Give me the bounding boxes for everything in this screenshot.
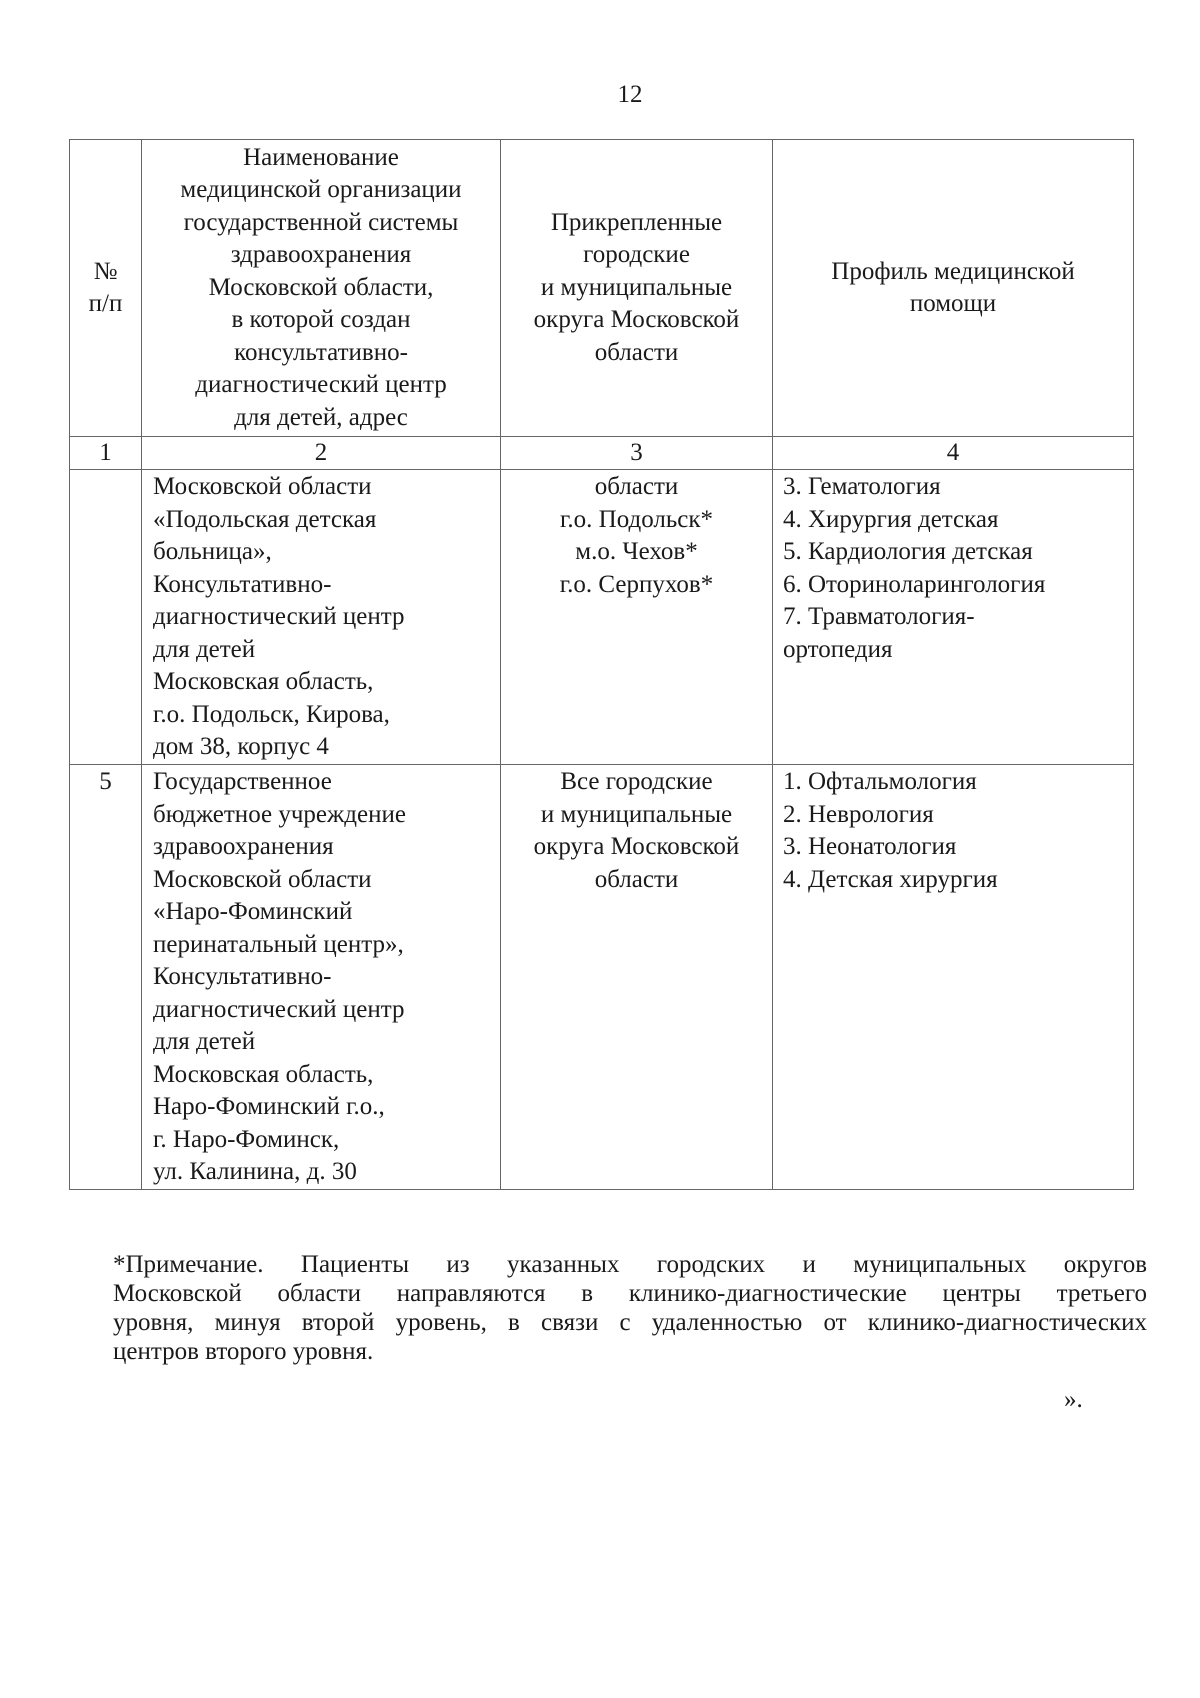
text-line: дом 38, корпус 4	[153, 733, 329, 760]
text-line: перинатальный центр»,	[153, 930, 404, 958]
text-line: области	[594, 473, 679, 500]
text-line: 7. Травматология-	[783, 603, 975, 630]
profile-cell	[773, 765, 1134, 1190]
footnote	[113, 1250, 1147, 1366]
districts-cell	[501, 470, 773, 765]
text-line: помощи	[909, 290, 997, 317]
text-line: области	[594, 865, 679, 893]
text-line: округа Московской	[533, 833, 740, 860]
text-line: г. Наро-Фоминск,	[153, 1125, 340, 1153]
text-line: области	[594, 338, 679, 366]
text-line: медицинской организации	[180, 176, 462, 204]
text-line: городские	[583, 241, 690, 269]
text-line: Консультативно-	[153, 963, 332, 990]
text-line: Московской области,	[208, 273, 434, 301]
text-line: г.о. Подольск*	[559, 505, 714, 533]
profile-cell	[773, 470, 1134, 765]
header-organization	[142, 140, 501, 437]
text-line: уровня, минуя второй уровень, в связи с удаленностью от клинико-диагностических	[113, 1309, 1147, 1336]
text-line: 6. Оториноларингология	[783, 570, 1046, 598]
text-line: округа Московской	[533, 306, 740, 334]
text-line: г.о. Серпухов*	[559, 570, 714, 598]
text-line: 4. Детская хирургия	[783, 865, 998, 893]
text-line: Наименование	[243, 143, 399, 171]
text-line: ортопедия	[783, 635, 893, 663]
text-line: Московской области	[153, 865, 372, 893]
table-row	[70, 470, 1134, 765]
text-line: здравоохранения	[230, 241, 412, 269]
text-line: 3. Гематология	[783, 473, 941, 500]
text-line: диагностический центр	[153, 995, 405, 1023]
header-districts	[501, 140, 773, 437]
column-number-4: 4	[773, 437, 1134, 470]
text-line: 3. Неонатология	[783, 833, 957, 860]
text-line: Московская область,	[153, 668, 374, 695]
text-line: 2. Неврология	[783, 800, 934, 828]
text-line: Профиль медицинской	[831, 257, 1075, 285]
text-line: м.о. Чехов*	[575, 538, 698, 565]
text-line: 1. Офтальмология	[783, 768, 977, 795]
text-line: п/п	[88, 290, 123, 317]
text-line: №	[93, 257, 118, 285]
text-line: Консультативно-	[153, 570, 332, 598]
text-line: Прикрепленные	[550, 208, 723, 236]
text-line: для детей	[153, 635, 256, 663]
text-line: центров второго уровня.	[113, 1338, 374, 1365]
closing-quote: ».	[1064, 1386, 1083, 1413]
column-number-2: 2	[142, 437, 501, 470]
text-line: *Примечание. Пациенты из указанных городских и муниципальных округов	[113, 1251, 1147, 1278]
text-line: ул. Калинина, д. 30	[153, 1158, 357, 1185]
text-line: для детей, адрес	[234, 403, 408, 431]
header-profile	[773, 140, 1134, 437]
organization-cell	[142, 765, 501, 1190]
table-header-row	[70, 140, 1134, 437]
column-numbers-row	[70, 437, 1134, 470]
table-row	[70, 765, 1134, 1190]
text-line: диагностический центр	[195, 371, 447, 399]
page-number: 12	[617, 81, 643, 108]
text-line: для детей	[153, 1028, 256, 1055]
text-line: в которой создан	[231, 306, 411, 334]
text-line: и муниципальные	[540, 273, 733, 301]
column-number-1: 1	[70, 437, 142, 470]
text-line: г.о. Подольск, Кирова,	[153, 700, 390, 728]
text-line: Государственное	[153, 768, 332, 795]
text-line: 4. Хирургия детская	[783, 505, 999, 533]
clinic-table	[69, 139, 1134, 1190]
text-line: Московской области	[153, 473, 372, 500]
organization-cell	[142, 470, 501, 765]
text-line: здравоохранения	[153, 833, 334, 860]
districts-cell	[501, 765, 773, 1190]
text-line: диагностический центр	[153, 603, 405, 630]
text-line: Все городские	[560, 768, 713, 795]
text-line: Наро-Фоминский г.о.,	[153, 1093, 385, 1120]
row-number	[70, 470, 142, 765]
row-number: 5	[70, 765, 142, 1190]
text-line: государственной системы	[183, 208, 459, 236]
text-line: бюджетное учреждение	[153, 800, 406, 828]
header-number	[70, 140, 142, 437]
column-number-3: 3	[501, 437, 773, 470]
text-line: Московская область,	[153, 1060, 374, 1088]
text-line: консультативно-	[234, 338, 408, 366]
text-line: «Наро-Фоминский	[153, 898, 353, 925]
text-line: Московской области направляются в клинико-диагностические центры третьего	[113, 1280, 1147, 1307]
text-line: 5. Кардиология детская	[783, 538, 1033, 565]
text-line: больница»,	[153, 538, 272, 565]
text-line: «Подольская детская	[153, 505, 377, 533]
text-line: и муниципальные	[540, 800, 733, 828]
